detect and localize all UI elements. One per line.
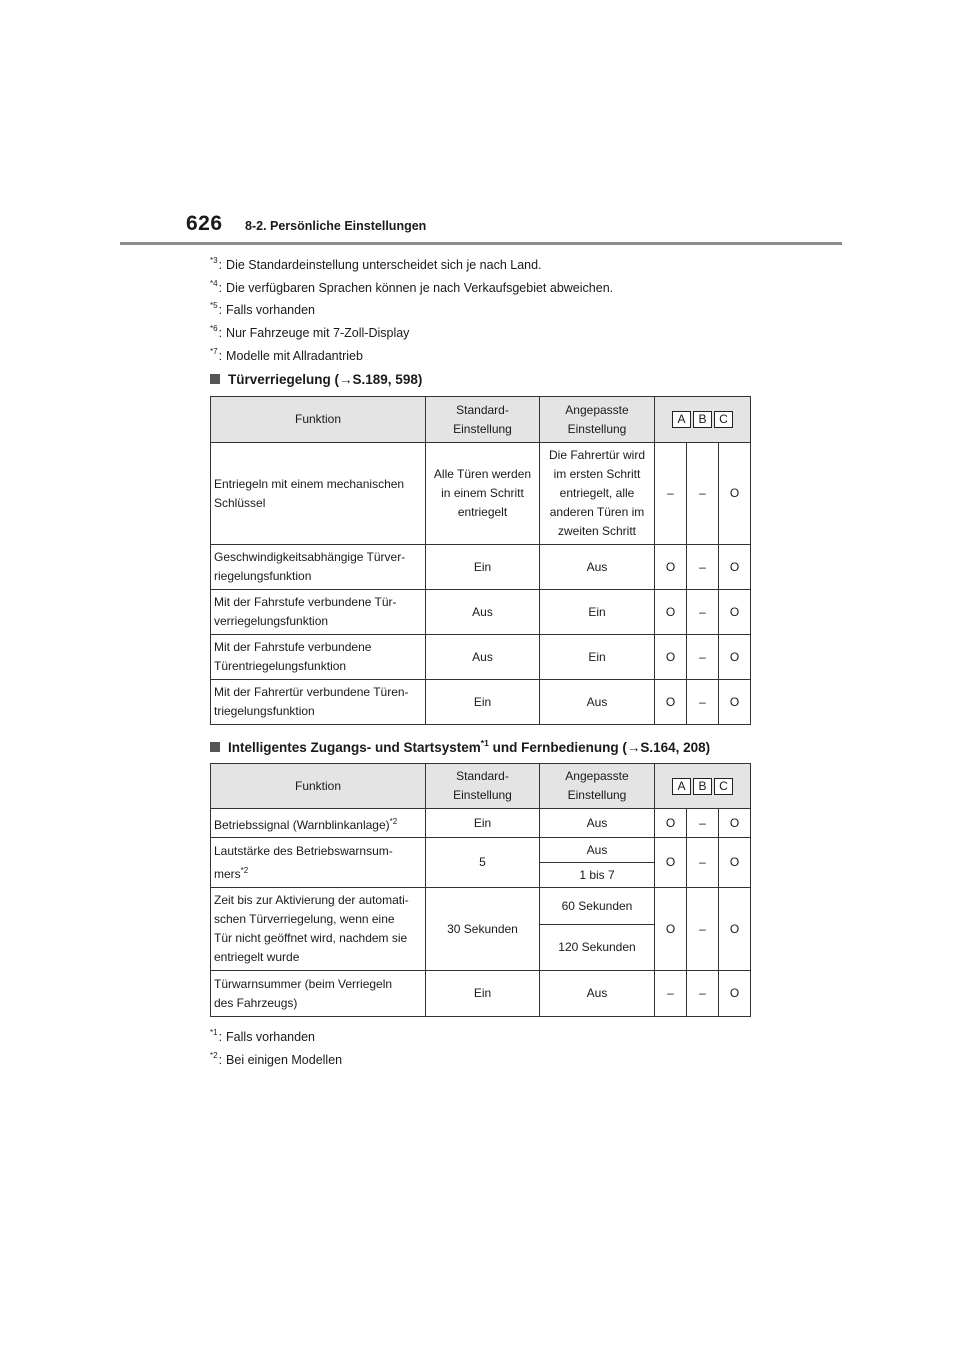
bullet-square-icon (210, 374, 220, 384)
smart-entry-table (210, 763, 751, 1017)
footnote-4: $^{*4}$: Die verfügbaren Sprachen können je nach Verkaufsgebiet abweichen. (210, 279, 614, 295)
table-row: Geschwindigkeitsabhängige Türver- riegelungsfunktion Ein Aus O – O (211, 545, 751, 590)
header-rule (120, 242, 842, 245)
header-function: Funktion (211, 764, 426, 809)
table-header-row (211, 397, 751, 443)
footnote-5: $^{*5}$: Falls vorhanden (210, 301, 315, 317)
table-row: 1 bis 7 (211, 863, 751, 888)
label-b: B (693, 778, 712, 795)
arrow-right-icon: → (626, 740, 641, 755)
footnote-7: $^{*7}$: Modelle mit Allradantrieb (210, 347, 363, 363)
footnote-3: $^{*3}$: Die Standardeinstellung unterscheidet sich je nach Land. (210, 256, 542, 272)
table-row: Mit der Fahrertür verbundene Türen- triegelungsfunktion Ein Aus O – O (211, 680, 751, 725)
page-number: 626 (186, 212, 223, 235)
header-default: Standard- Einstellung (426, 764, 540, 809)
label-a: A (672, 411, 691, 428)
header-abc (655, 764, 751, 809)
table-row: Entriegeln mit einem mechanischen Schlüssel Alle Türen werden in einem Schritt entriegelt Die Fahrertür wird im ersten Schritt entriegelt, alle anderen Türen im zweiten Schritt – – O (211, 443, 751, 545)
table-row: 120 Sekunden (211, 925, 751, 971)
table-header-row (211, 764, 751, 809)
header-abc (655, 397, 751, 443)
table-row: Betriebssignal (Warnblinkanlage)$^{*2}$ Ein Aus O – O (211, 809, 751, 838)
footnote-6: $^{*6}$: Nur Fahrzeuge mit 7-Zoll-Display (210, 324, 410, 340)
table-row: Türwarnsummer (beim Verriegeln des Fahrzeugs) Ein Aus – – O (211, 971, 751, 1017)
bullet-square-icon (210, 742, 220, 752)
label-b: B (693, 411, 712, 428)
table-row: Mit der Fahrstufe verbundene Tür- verriegelungsfunktion Aus Ein O – O (211, 590, 751, 635)
header-custom: Angepasste Einstellung (540, 397, 655, 443)
label-a: A (672, 778, 691, 795)
table-row: Zeit bis zur Aktivierung der automati- schen Türverriegelung, wenn eine Tür nicht geöffnet wird, nachdem sie entriegelt wurde 30 Sekunden 60 Sekunden O – O (211, 888, 751, 925)
arrow-right-icon: → (339, 372, 353, 387)
header-custom: Angepasste Einstellung (540, 764, 655, 809)
footnote-2: $^{*2}$: Bei einigen Modellen (210, 1051, 343, 1067)
table-row: Mit der Fahrstufe verbundene Türentriegelungsfunktion Aus Ein O – O (211, 635, 751, 680)
footnote-1: $^{*1}$: Falls vorhanden (210, 1028, 315, 1044)
header-function: Funktion (211, 397, 426, 443)
heading-smart-entry: Intelligentes Zugangs- und Startsystem$^{*1}$ und Fernbedienung (→S.164, 208) (210, 738, 710, 755)
section-title: 8-2. Persönliche Einstellungen (245, 219, 427, 233)
heading-door-locking: Türverriegelung (→S.189, 598) (210, 372, 422, 387)
label-c: C (714, 778, 733, 795)
table-row: Lautstärke des Betriebswarnsum- mers$^{*2}$ 5 Aus O – O (211, 838, 751, 863)
label-c: C (714, 411, 733, 428)
door-locking-table (210, 396, 751, 725)
header-default: Standard- Einstellung (426, 397, 540, 443)
